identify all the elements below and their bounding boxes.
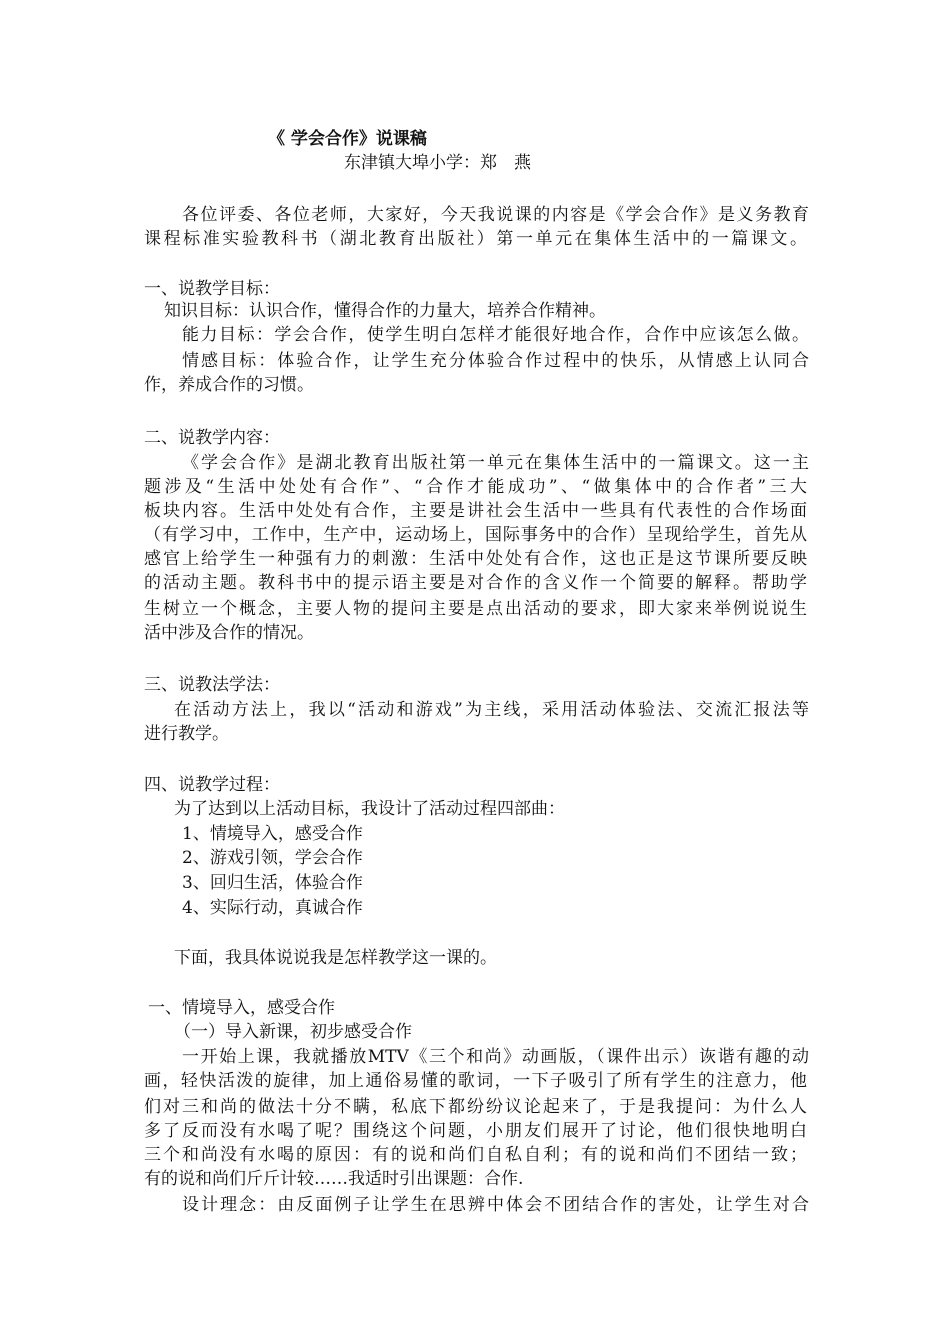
section-line: 知识目标：认识合作，懂得合作的力量大，培养合作精神。 <box>164 301 606 321</box>
section-line: 板块内容。生活中处处有合作，主要是讲社会生活中一些具有代表性的合作场面 <box>144 501 807 521</box>
author-line: 东津镇大埠小学：郑 燕 <box>344 153 531 173</box>
section-line: 能力目标：学会合作，使学生明白怎样才能很好地合作，合作中应该怎么做。 <box>182 325 809 345</box>
section-line: （有学习中，工作中，生产中，运动场上，国际事务中的合作）呈现给学生，首先从 <box>144 525 807 545</box>
document-title: 《 学会合作》说课稿 <box>268 129 427 149</box>
part-line: 三个和尚没有水喝的原因：有的说和尚们自私自利；有的说和尚们不团结一致； <box>144 1145 807 1165</box>
section-line: 作，养成合作的习惯。 <box>144 375 314 395</box>
section-line: 情感目标：体验合作，让学生充分体验合作过程中的快乐，从情感上认同合 <box>182 351 809 371</box>
section-line: 的活动主题。教科书中的提示语主要是对合作的含义作一个简要的解释。帮助学 <box>144 573 807 593</box>
section-heading: 三、说教法学法： <box>144 675 280 695</box>
section-line: 在活动方法上，我以“活动和游戏”为主线，采用活动体验法、交流汇报法等 <box>174 700 809 720</box>
section-line: 进行教学。 <box>144 724 229 744</box>
part-line: 们对三和尚的做法十分不瞒，私底下都纷纷议论起来了，于是我提问：为什么人 <box>144 1097 807 1117</box>
intro-line: 课程标准实验教科书（湖北教育出版社）第一单元在集体生活中的一篇课文。 <box>144 229 807 249</box>
section-heading: 一、说教学目标： <box>144 279 280 299</box>
section-line: 感官上给学生一种强有力的刺激：生活中处处有合作，这也正是这节课所要反映 <box>144 549 807 569</box>
section-line: 题涉及“生活中处处有合作”、“合作才能成功”、“做集体中的合作者”三大 <box>144 477 807 497</box>
section-heading: 二、说教学内容： <box>144 428 280 448</box>
part-subheading: （一）导入新课，初步感受合作 <box>174 1022 412 1042</box>
transition-line: 下面，我具体说说我是怎样教学这一课的。 <box>174 948 497 968</box>
part-line: 设计理念：由反面例子让学生在思辨中体会不团结合作的害处，让学生对合 <box>182 1195 809 1215</box>
process-item: 4、实际行动，真诚合作 <box>182 898 363 918</box>
process-item: 2、游戏引领，学会合作 <box>182 848 363 868</box>
part-heading: 一、情境导入，感受合作 <box>148 998 335 1018</box>
part-line: 画，轻快活泼的旋律，加上通俗易懂的歌词，一下子吸引了所有学生的注意力，他 <box>144 1071 807 1091</box>
section-line: 《学会合作》是湖北教育出版社第一单元在集体生活中的一篇课文。这一主 <box>182 453 809 473</box>
section-line: 活中涉及合作的情况。 <box>144 623 314 643</box>
part-line: 有的说和尚们斤斤计较……我适时引出课题：合作. <box>144 1169 524 1189</box>
part-line: 一开始上课，我就播放MTV《三个和尚》动画版，（课件出示）诙谐有趣的动 <box>182 1047 809 1067</box>
section-heading: 四、说教学过程： <box>144 775 280 795</box>
part-line: 多了反而没有水喝了呢？围绕这个问题，小朋友们展开了讨论，他们很快地明白 <box>144 1121 807 1141</box>
intro-line: 各位评委、各位老师，大家好，今天我说课的内容是《学会合作》是义务教育 <box>182 205 809 225</box>
process-item: 1、情境导入，感受合作 <box>182 824 363 844</box>
section-line: 生树立一个概念，主要人物的提问主要是点出活动的要求，即大家来举例说说生 <box>144 599 807 619</box>
process-item: 3、回归生活，体验合作 <box>182 873 363 893</box>
section-line: 为了达到以上活动目标，我设计了活动过程四部曲： <box>174 799 565 819</box>
